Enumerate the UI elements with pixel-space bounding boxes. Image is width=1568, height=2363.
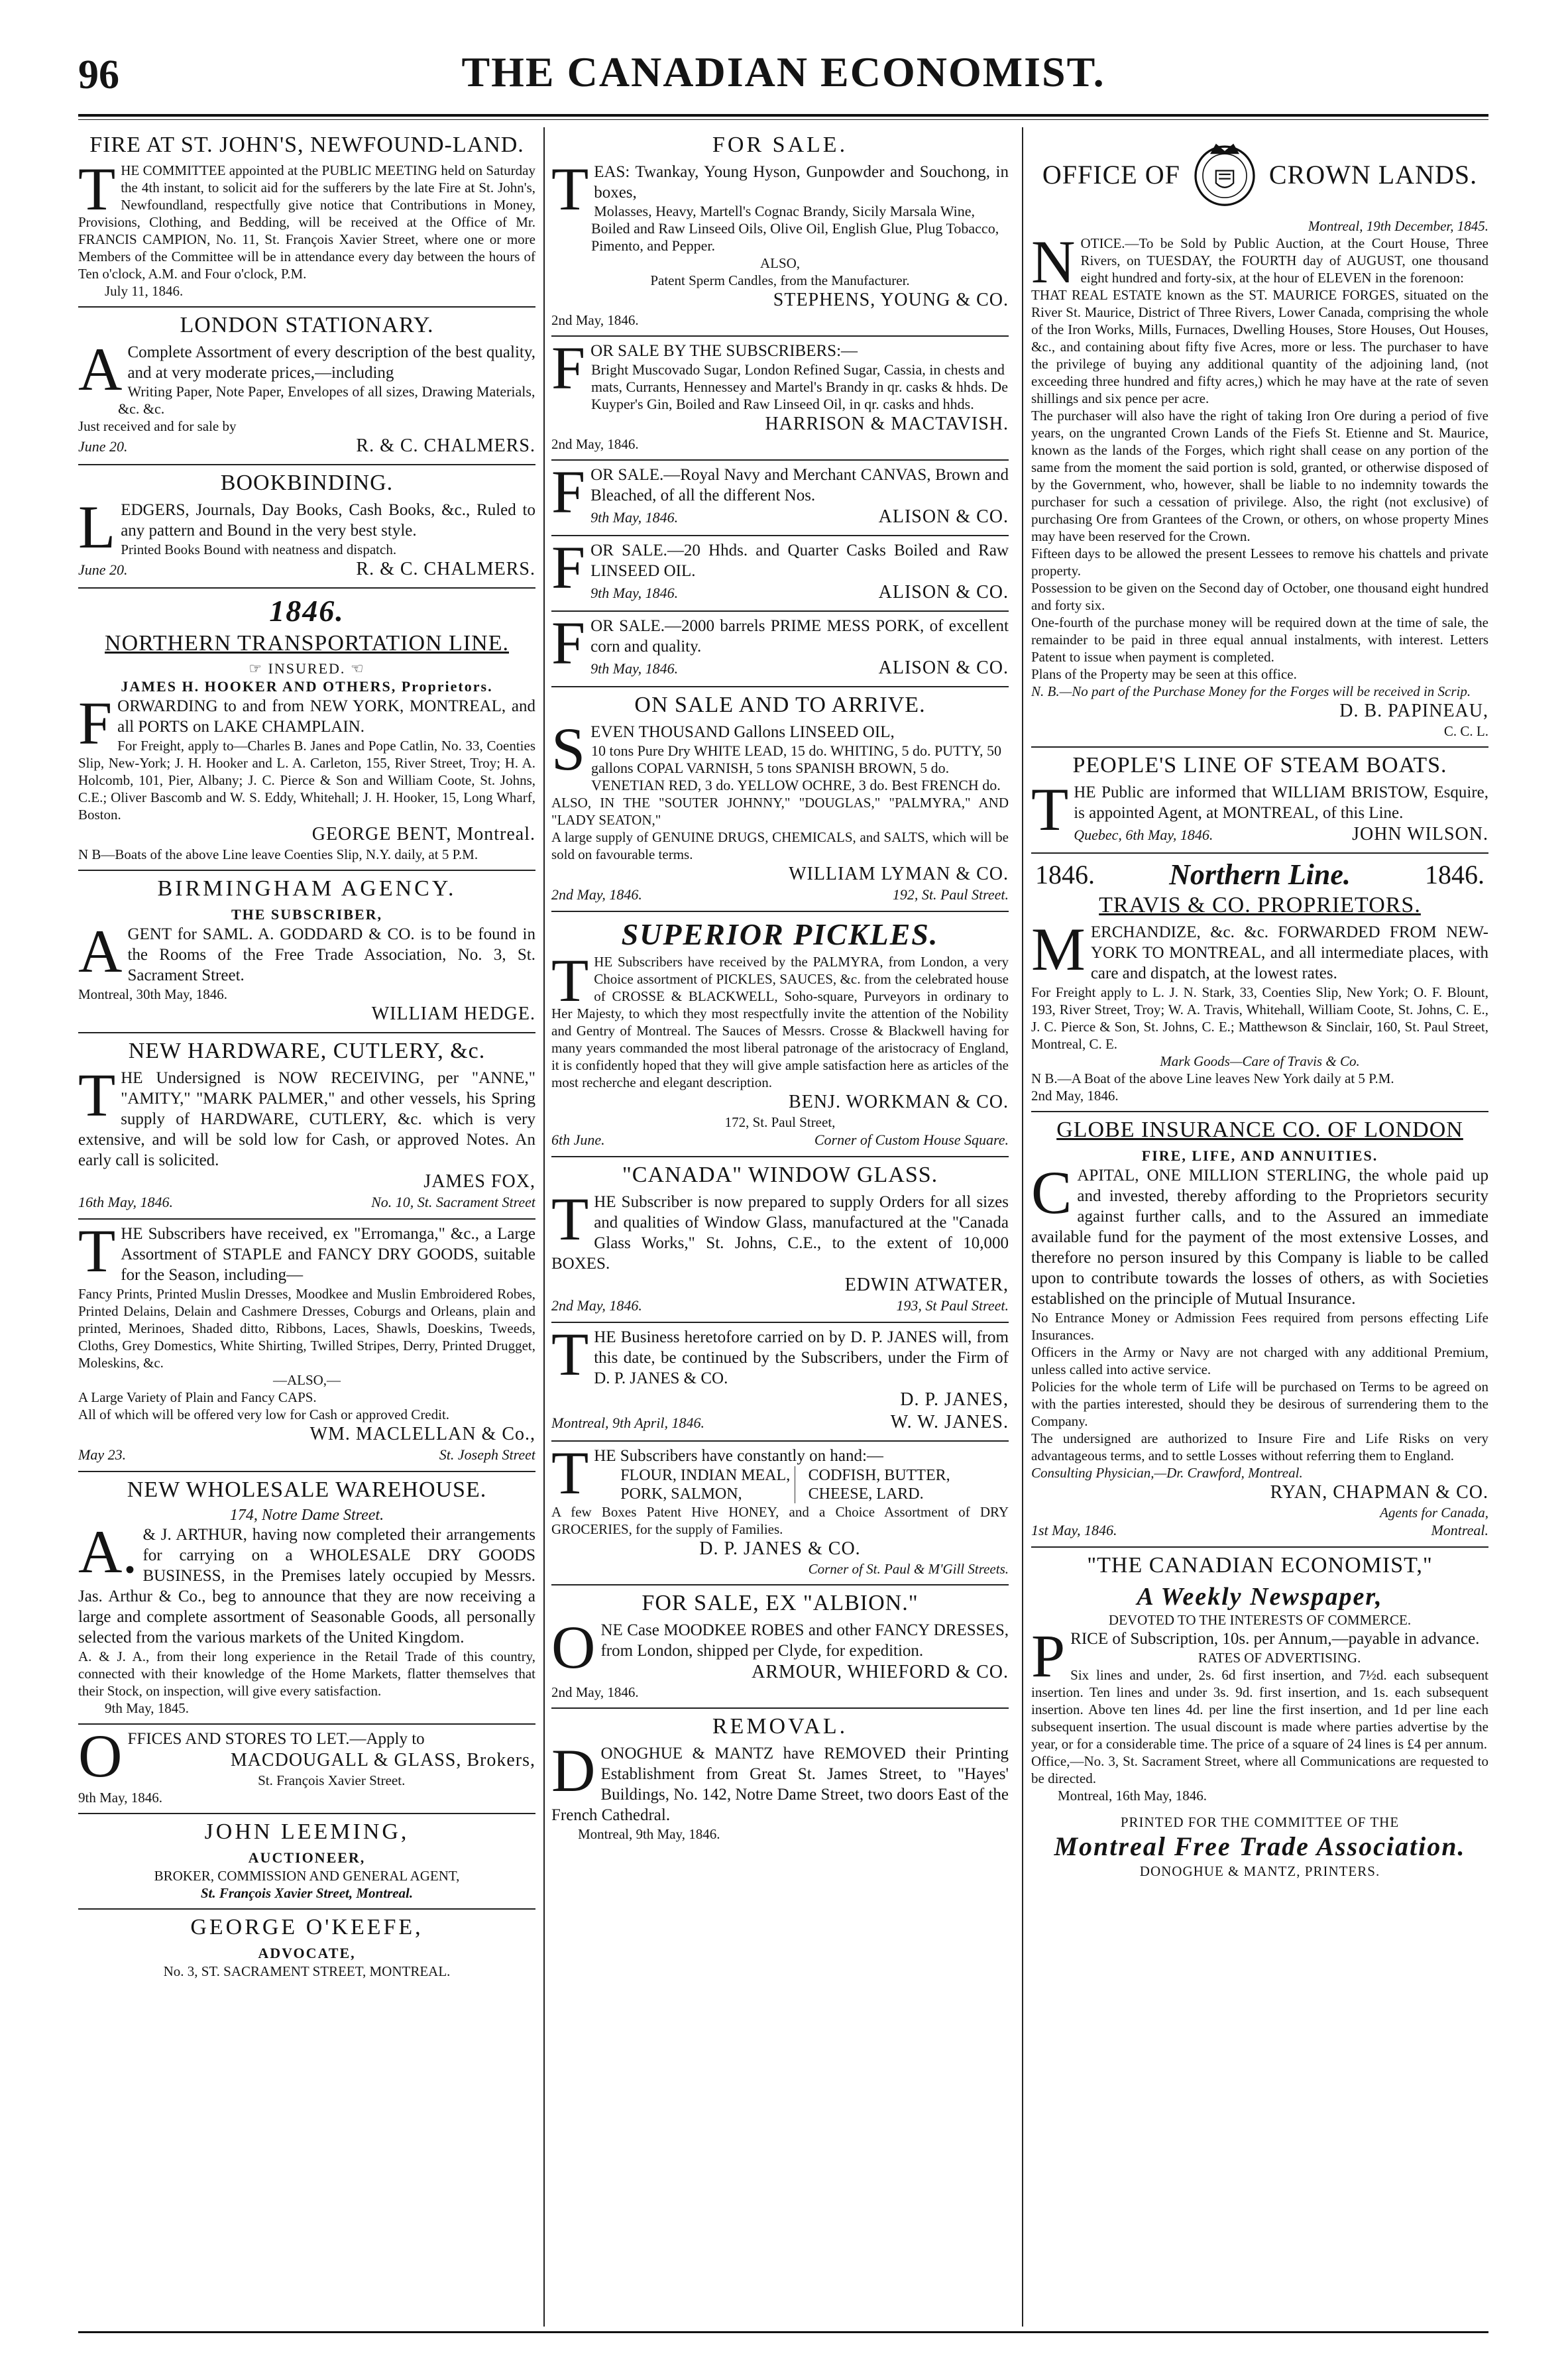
ad-okeefe — [78, 1910, 535, 1987]
ad-crown-lands — [1031, 127, 1488, 748]
ad-body3: Officers in the Army or Navy are not charged with any additional Premium, unless called into active service. — [1031, 1344, 1488, 1377]
column-1 — [78, 127, 535, 2327]
ad-items: Bright Muscovado Sugar, London Refined Sugar, Cassia, in chests and mats, Currants, Hennessey and Martel's Brandy in qr. casks & hhds. De Kuyper's Gin, Boiled and Raw Linseed Oil, in qr. casks and hhds. — [591, 361, 1009, 412]
ad-title: TRAVIS & CO. PROPRIETORS. — [1099, 893, 1421, 917]
ad-freight: For Freight, apply to—Charles B. Janes and Pope Catlin, No. 33, Coenties Slip, New-York; J. H. Hooker and L. A. Carleton, 155, River Street, Troy; H. A. Holcomb, 101, Pier, Albany; J. C. Pierce & Son and William Coote, St. Johns, C.E.; Oliver Bascomb and W. S. Eddy, Whitehall; J. H. Hooker, 15, Long Wharf, Boston. — [78, 738, 535, 823]
ad-address2: Corner of Custom House Square. — [814, 1131, 1009, 1148]
ad-date: Montreal, 9th April, 1846. — [551, 1414, 704, 1431]
ad-flour — [551, 1439, 1009, 1585]
ad-albion — [551, 1585, 1009, 1709]
header-rule-thin — [78, 119, 1488, 120]
ad-body: FOR SALE.—2000 barrels PRIME MESS PORK, of excellent corn and quality. — [551, 609, 1009, 677]
ad-date: 1st May, 1846. — [1031, 1522, 1117, 1538]
masthead: THE CANADIAN ECONOMIST. — [461, 48, 1105, 95]
ad-rates-title: RATES OF ADVERTISING. — [1198, 1650, 1361, 1666]
ad-also: ALSO, IN THE "SOUTER JOHNNY," "DOUGLAS," "PALMYRA," AND "LADY SEATON," — [551, 795, 1009, 828]
ad-office: Office,—No. 3, St. Sacrament Street, where all Communications are requested to be directed. — [1031, 1753, 1488, 1786]
ad-title: SUPERIOR PICKLES. — [621, 917, 939, 951]
ad-items: 10 tons Pure Dry WHITE LEAD, 15 do. WHITING, 5 do. PUTTY, 50 gallons COPAL VARNISH, 5 tons SPANISH BROWN, 5 do. VENETIAN RED, 3 do. YELLOW OCHRE, 3 do. Best FRENCH do. — [591, 742, 1001, 793]
ad-year: 1846. — [269, 594, 345, 628]
header-rule — [78, 114, 1488, 117]
ad-product-list — [594, 1466, 1009, 1503]
ad-body: AComplete Assortment of every description of the best quality, and at very moderate prices,—including — [78, 335, 535, 403]
column-rule — [1022, 127, 1023, 2327]
ad-fire — [78, 127, 535, 308]
ad-address: 172, St. Paul Street, — [724, 1114, 836, 1130]
ad-caps: A Large Variety of Plain and Fancy CAPS. — [78, 1389, 317, 1405]
ad-signer: R. & C. CHALMERS. — [356, 559, 535, 579]
ad-body2: A few Boxes Patent Hive HONEY, and a Choice Assortment of DRY GROCERIES, for the supply of Families. — [551, 1504, 1009, 1537]
ad-globe-insurance — [1031, 1112, 1488, 1548]
ad-date: 2nd May, 1846. — [551, 312, 639, 328]
ad-signer: ALISON & CO. — [878, 506, 1009, 527]
ad-freight: For Freight apply to L. J. N. Stark, 33, Coenties Slip, New York; O. F. Blount, 193, River Street, Troy; W. A. Travis, Whitehall, William Coote, St. Johns, C. E., J. C. Pierce & Son, St. Johns, C. E.; Matthewson & Sinclair, 160, St. Paul Street, Montreal, C. E. — [1031, 984, 1488, 1052]
ad-desc: BROKER, COMMISSION AND GENERAL AGENT, — [154, 1868, 460, 1884]
ad-address: No. 10, St. Sacrament Street — [371, 1194, 535, 1210]
ad-line-name: Northern Line. — [1169, 858, 1351, 891]
ad-signer: JAMES FOX, — [423, 1171, 535, 1192]
ad-hardware — [78, 1033, 535, 1220]
newspaper-page — [78, 40, 1488, 2333]
ad-body: LEDGERS, Journals, Day Books, Cash Books, &c., Ruled to any pattern and Bound in the very best style. — [78, 493, 535, 561]
ad-rates: Six lines and under, 2s. 6d first insertion, and 7½d. each subsequent insertion. Ten lines and under 3s. 9d. first insertion, and 1s. each subsequent insertion. Above ten lines 4d. per line the first insertion, and 1d per line each subsequent insertion. The usual discount is made where parties advertise by the year, or for a considerable time. The price of a square of 24 lines is £4 per annum. — [1031, 1667, 1488, 1752]
ad-body5: Possession to be given on the Second day of October, one thousand eight hundred and forty six. — [1031, 580, 1488, 613]
ad-date: May 23. — [78, 1446, 127, 1463]
ad-signer: ALISON & CO. — [878, 658, 1009, 678]
ad-heading-row — [1031, 858, 1488, 892]
ad-body2: No Entrance Money or Admission Fees required from persons effecting Life Insurances. — [1031, 1310, 1488, 1343]
ad-date: 16th May, 1846. — [78, 1194, 173, 1210]
ad-items: Molasses, Heavy, Martell's Cognac Brandy, Sicily Marsala Wine, Boiled and Raw Linseed Oils, Olive Oil, English Glue, Plug Tobacco, Pimento, and Pepper. — [591, 203, 999, 254]
ad-body: THE Subscribers have received by the PALMYRA, from London, a very Choice assortment of PICKLES, SAUCES, &c. from the celebrated house of CROSSE & BLACKWELL, Soho-square, Purveyors in ordinary to Her Majesty, to which they most respectfully invite the attention of the Nobility and Gentry of Montreal. The Sauces of Messrs. Crosse & Blackwell having for many years commanded the most liberal patronage of the aristocracy of England, it is confidently hoped that they will give ample satisfaction here as articles of the most recherche and elegant description. — [551, 947, 1009, 1090]
ad-year-left: 1846. — [1035, 860, 1095, 890]
column-2 — [551, 127, 1009, 2327]
ad-body: THE Subscribers have constantly on hand:— — [551, 1439, 883, 1507]
ad-bookbinding — [78, 465, 535, 589]
ad-sub: FIRE, LIFE, AND ANNUITIES. — [1141, 1147, 1378, 1164]
ad-date: 6th June. — [551, 1131, 605, 1148]
ad-signer: BENJ. WORKMAN & CO. — [789, 1092, 1009, 1112]
ad-title: PEOPLE'S LINE OF STEAM BOATS. — [1072, 753, 1447, 778]
ad-removal — [551, 1709, 1009, 1849]
ad-signer: EDWIN ATWATER, — [844, 1275, 1009, 1295]
ad-body: THE Undersigned is NOW RECEIVING, per "ANNE," "AMITY," "MARK PALMER," and other vessels, his Spring supply of HARDWARE, CUTLERY, &c. which is very extensive, and will be sold low for Cash, or approved Notes. An early call is solicited. — [78, 1061, 535, 1169]
ad-address: Montreal. — [1431, 1522, 1488, 1538]
ad-address: Corner of St. Paul & M'Gill Streets. — [808, 1561, 1009, 1577]
ad-date: June 20. — [78, 438, 128, 455]
ad-signer: D. P. JANES, — [900, 1389, 1009, 1410]
ad-body7: Plans of the Property may be seen at this office. — [1031, 666, 1297, 682]
ad-signer: WILLIAM LYMAN & CO. — [789, 864, 1009, 884]
crown-heading — [1031, 138, 1488, 211]
ad-signer: RYAN, CHAPMAN & CO. — [1270, 1482, 1488, 1503]
ad-date: 9th May, 1846. — [590, 509, 679, 526]
ad-insured: ☞ INSURED. ☜ — [249, 660, 365, 677]
ad-body: MERCHANDIZE, &c. &c. FORWARDED FROM NEW-YORK TO MONTREAL, and all intermediate places, with care and dispatch, at the lowest rates. — [1031, 915, 1488, 983]
ad-year-right: 1846. — [1424, 860, 1484, 890]
ad-list-right: CODFISH, BUTTER, CHEESE, LARD. — [795, 1466, 982, 1503]
ad-address: St. François Xavier Street. — [258, 1772, 406, 1788]
column-rule — [543, 127, 545, 2327]
ad-association: Montreal Free Trade Association. — [1054, 1831, 1466, 1861]
ad-address: No. 3, ST. SACRAMENT STREET, MONTREAL. — [163, 1963, 451, 1979]
ad-agents: Agents for Canada, — [1380, 1505, 1488, 1521]
ad-body2: A large supply of GENUINE DRUGS, CHEMICALS, and SALTS, which will be sold on favourable terms. — [551, 829, 1009, 862]
ad-body5: The undersigned are authorized to Insure Fire and Life Risks on very advantageous terms, and to settle Losses without referring them to England. — [1031, 1430, 1488, 1464]
ad-signer: R. & C. CHALMERS. — [356, 435, 535, 456]
ad-body: FOR SALE.—Royal Navy and Merchant CANVAS, Brown and Bleached, of all the different Nos. — [551, 458, 1009, 526]
ad-signer: W. W. JANES. — [890, 1412, 1009, 1432]
ad-signer: GEORGE BENT, Montreal. — [311, 824, 535, 844]
ad-title: LONDON STATIONARY. — [180, 313, 434, 337]
ad-body4: Policies for the whole term of Life will be purchased on Terms to be agreed on with the parties interested, should they be desirous of surrendering them to the Company. — [1031, 1379, 1488, 1429]
ad-body: FOR SALE.—20 Hhds. and Quarter Casks Boiled and Raw LINSEED OIL. — [551, 534, 1009, 601]
ad-signer: JOHN WILSON. — [1352, 824, 1488, 844]
ad-body: OFFICES AND STORES TO LET.—Apply to — [78, 1722, 425, 1790]
ad-body: THE Subscriber is now prepared to supply Orders for all sizes and qualities of Window Glass, manufactured at the "Canada Glass Works," St. Johns, C.E., to the extent of 10,000 BOXES. — [551, 1185, 1009, 1273]
ad-body: THE Business heretofore carried on by D. P. JANES will, from this date, be continued by the Subscribers, under the Firm of D. P. JANES & CO. — [551, 1320, 1009, 1388]
ad-body: ONE Case MOODKEE ROBES and other FANCY DRESSES, from London, shipped per Clyde, for expedition. — [551, 1613, 1009, 1681]
ad-body2: THAT REAL ESTATE known as the ST. MAURICE FORGES, situated on the River St. Maurice, District of Three Rivers, Lower Canada, comprising the whole of the Iron Works, Mills, Furnaces, Dwelling Houses, Store Houses, Out Houses, &c., and containing about fifty five Acres, more or less. The purchaser to have the privilege of buying any additional quantity of the adjoining land, (not exceeding three hundred and fifty acres,) which he may have at the rate of seven shillings and six pence per acre. — [1031, 287, 1488, 406]
ad-also: ALSO, — [759, 255, 801, 271]
ad-signer: ALISON & CO. — [878, 582, 1009, 603]
ad-stationary — [78, 308, 535, 465]
ad-address: 192, St. Paul Street. — [892, 886, 1009, 903]
ad-date: 9th May, 1846. — [590, 660, 679, 677]
ad-date: Montreal, 30th May, 1846. — [78, 986, 227, 1002]
ad-address: St. François Xavier Street, Montreal. — [200, 1885, 414, 1901]
ad-subscribers — [551, 334, 1009, 461]
ad-body: SEVEN THOUSAND Gallons LINSEED OIL, — [551, 715, 895, 783]
ad-printers: DONOGHUE & MANTZ, PRINTERS. — [1139, 1863, 1380, 1879]
ad-title: NORTHERN TRANSPORTATION LINE. — [105, 631, 509, 656]
ad-signer: WILLIAM HEDGE. — [371, 1004, 535, 1024]
ad-title: "CANADA" WINDOW GLASS. — [622, 1163, 938, 1187]
footer-rule — [78, 2331, 1488, 2333]
ad-date: 9th May, 1845. — [105, 1700, 189, 1716]
ad-body: FOR SALE BY THE SUBSCRIBERS:— — [551, 334, 858, 402]
ad-body: THE COMMITTEE appointed at the PUBLIC MEETING held on Saturday the 4th instant, to solicit aid for the sufferers by the late Fire at St. John's, Newfoundland, respectfully give notice that Contributions in Money, Provisions, Clothing, and Bedding, will be received at the Office of Mr. FRANCIS CAMPION, No. 11, St. François Xavier Street, where one or more Members of the Committee will be in attendance every day between the hours of Ten o'clock, A.M. and Four o'clock, P.M. — [78, 155, 535, 282]
ad-title: FOR SALE. — [712, 133, 848, 157]
ad-role: ADVOCATE, — [258, 1945, 356, 1961]
column-3 — [1031, 127, 1488, 2327]
ad-body: TEAS: Twankay, Young Hyson, Gunpowder and Souchong, in boxes, — [551, 155, 1009, 223]
ad-title: BIRMINGHAM AGENCY. — [157, 876, 457, 901]
ad-body4: Fifteen days to be allowed the present Lessees to remove his chattels and private property. — [1031, 546, 1488, 579]
ad-dry-goods — [78, 1217, 535, 1472]
ad-body: CAPITAL, ONE MILLION STERLING, the whole paid up and invested, thereby affording to the Proprietors security against further calls, and to the Assured an immediate available fund for the payment of the most extensive Losses, and therefore no person insured by this Company is liable to be called upon to contribute towards the losses of others, as with Societies established on the principle of Mutual Insurance. — [1031, 1159, 1488, 1308]
ad-body: NOTICE.—To be Sold by Public Auction, at the Court House, Three Rivers, on TUESDAY, the FOURTH day of AUGUST, one thousand eight hundred and forty-six, at the hour of ELEVEN in the forenoon: — [1031, 228, 1488, 296]
ad-signer: D. P. JANES & CO. — [699, 1538, 861, 1559]
ad-body: THE Public are informed that WILLIAM BRISTOW, Esquire, is appointed Agent, at MONTREAL, of this Line. — [1031, 776, 1488, 843]
ad-price: PRICE of Subscription, 10s. per Annum,—payable in advance. — [1031, 1622, 1480, 1690]
ad-date: Montreal, 16th May, 1846. — [1058, 1788, 1207, 1804]
ad-signer: D. B. PAPINEAU, — [1339, 701, 1488, 721]
ad-body: THE Subscribers have received, ex "Erromanga," &c., a Large Assortment of STAPLE and FANCY DRY GOODS, suitable for the Season, including— — [78, 1217, 535, 1285]
ad-date: 9th May, 1846. — [78, 1790, 162, 1806]
ad-title: REMOVAL. — [712, 1714, 848, 1739]
royal-crest-icon — [1188, 138, 1261, 211]
ad-body: AGENT for SAML. A. GODDARD & CO. is to be found in the Rooms of the Free Trade Association, No. 3, St. Sacrament Street. — [78, 917, 535, 985]
crown-right: CROWN LANDS. — [1268, 159, 1478, 190]
ad-date: 9th May, 1846. — [590, 585, 679, 601]
ad-note: N. B.—No part of the Purchase Money for the Forges will be received in Scrip. — [1031, 683, 1471, 699]
ad-address: 193, St Paul Street. — [896, 1297, 1009, 1314]
ad-date: June 20. — [78, 561, 128, 578]
ad-title: NEW WHOLESALE WAREHOUSE. — [127, 1477, 487, 1502]
page-header — [78, 40, 1488, 113]
ad-items: Writing Paper, Note Paper, Envelopes of all sizes, Drawing Materials, &c. &c. — [118, 383, 535, 417]
ad-body: DONOGHUE & MANTZ have REMOVED their Printing Establishment from Great St. James Street, to "Hayes' Buildings, No. 142, Notre Dame Street, two doors East of the French Cathedral. — [551, 1737, 1009, 1824]
ad-consulting: Consulting Physician,—Dr. Crawford, Montreal. — [1031, 1465, 1303, 1481]
ad-offices — [78, 1722, 535, 1814]
ad-title: FOR SALE, EX "ALBION." — [642, 1591, 919, 1615]
ad-title: FIRE AT ST. JOHN'S, NEWFOUND-LAND. — [89, 133, 524, 157]
ad-signer: HARRISON & MACTAVISH. — [765, 414, 1009, 434]
ad-printed: PRINTED FOR THE COMMITTEE OF THE — [1120, 1814, 1400, 1830]
ad-linseed — [551, 536, 1009, 612]
ad-title: GLOBE INSURANCE CO. OF LONDON — [1056, 1118, 1463, 1142]
ad-arrive — [551, 687, 1009, 912]
ad-date: Montreal, 9th May, 1846. — [578, 1826, 720, 1842]
ad-northern-transportation — [78, 589, 535, 871]
ad-title: NEW HARDWARE, CUTLERY, &c. — [128, 1039, 486, 1063]
ad-signer: MACDOUGALL & GLASS, Brokers, — [230, 1750, 535, 1770]
ad-window-glass — [551, 1157, 1009, 1323]
ad-items: Fancy Prints, Printed Muslin Dresses, Moodkee and Muslin Embroidered Robes, Printed Delains, Delain and Cashmere Dresses, Coburgs and Orleans, plain and printed, Merinoes, Shaded ditto, Ribbons, Laces, Shawls, Doeskins, Tweeds, Cloths, Grey Domestics, White Shirting, Twilled Stripes, Derry, Printed Drugget, Moleskins, &c. — [78, 1286, 535, 1371]
page-number: 96 — [78, 52, 119, 97]
ad-note: N B—Boats of the above Line leave Coenties Slip, N.Y. daily, at 5 P.M. — [78, 846, 478, 862]
ad-title: BOOKBINDING. — [220, 471, 394, 495]
ad-sub: THE SUBSCRIBER, — [231, 906, 383, 923]
ad-date: 2nd May, 1846. — [551, 436, 639, 452]
ad-devoted: DEVOTED TO THE INTERESTS OF COMMERCE. — [1108, 1612, 1412, 1628]
ad-body: A.& J. ARTHUR, having now completed their arrangements for carrying on a WHOLESALE DRY GOODS BUSINESS, in the Premises lately occupied by Messrs. Jas. Arthur & Co., beg to announce that they are now receiving a large and complete assortment of Seasonable Goods, all personally selected from the various markets of the United Kingdom. — [78, 1518, 535, 1646]
ad-janes — [551, 1320, 1009, 1442]
ad-pork — [551, 609, 1009, 687]
ad-for-sale-teas — [551, 127, 1009, 337]
ad-role: AUCTIONEER, — [248, 1849, 366, 1866]
ad-body2: A. & J. A., from their long experience in the Retail Trade of this country, connected with their knowledge of the Home Markets, flatter themselves that their Stock, on inspection, will give every satisfaction. — [78, 1648, 535, 1699]
ad-date: Quebec, 6th May, 1846. — [1074, 827, 1213, 843]
ad-note: N B.—A Boat of the above Line leaves New York daily at 5 P.M. — [1031, 1070, 1394, 1086]
ad-date: 2nd May, 1846. — [551, 1297, 642, 1314]
ad-note: All of which will be offered very low for Cash or approved Credit. — [78, 1407, 450, 1422]
ad-dateline: Montreal, 19th December, 1845. — [1308, 218, 1488, 234]
ad-date: July 11, 1846. — [105, 283, 184, 299]
ad-blackletter: A Weekly Newspaper, — [1137, 1583, 1383, 1611]
ad-list-left: FLOUR, INDIAN MEAL, PORK, SALMON, — [620, 1467, 791, 1503]
ad-birmingham — [78, 871, 535, 1033]
ad-signer: WM. MACLELLAN & Co., — [309, 1424, 535, 1444]
ad-name: GEORGE O'KEEFE, — [190, 1915, 423, 1939]
ad-title: "THE CANADIAN ECONOMIST," — [1087, 1553, 1433, 1578]
ad-body6: One-fourth of the purchase money will be required down at the time of sale, the remainder to be paid in three equal annual instalments, with interest. Letters Patent to issue when payment is completed. — [1031, 614, 1488, 665]
ad-date: 2nd May, 1846. — [551, 886, 642, 903]
ad-sub: 174, Notre Dame Street. — [229, 1507, 384, 1524]
ad-title: ON SALE AND TO ARRIVE. — [634, 693, 926, 717]
ad-note: Printed Books Bound with neatness and dispatch. — [121, 542, 397, 557]
crown-left: OFFICE OF — [1042, 159, 1180, 190]
ad-signer: ARMOUR, WHIEFORD & CO. — [752, 1662, 1009, 1682]
ad-signer-title: C. C. L. — [1443, 723, 1488, 739]
ad-leeming — [78, 1814, 535, 1910]
ad-body3: The purchaser will also have the right of taking Iron Ore during a period of five years, on the ungranted Crown Lands of the Fiefs St. Etienne and St. Maurice, known as the lands of the Forges, which right shall cease on any portion of the same from the moment the said portion is sold, granted, or otherwise disposed of by the Government, who, however, shall be liable to no indemnity towards the purchaser for such a cessation of privilege. Also, the right (not exclusive) of purchasing Ore from Grantees of the Crown, or others, on whose property Mines may have been reserved for the Crown. — [1031, 408, 1488, 544]
ad-steam-boats — [1031, 748, 1488, 854]
ad-italic: Mark Goods—Care of Travis & Co. — [1160, 1053, 1360, 1069]
ad-northern-line — [1031, 854, 1488, 1112]
ad-note: Just received and for sale by — [78, 418, 237, 434]
ad-canvas — [551, 458, 1009, 536]
ad-pickles — [551, 912, 1009, 1157]
ad-signer: STEPHENS, YOUNG & CO. — [773, 290, 1009, 310]
ad-also-text: Patent Sperm Candles, from the Manufacturer. — [650, 272, 910, 288]
ad-body: FORWARDING to and from NEW YORK, MONTREAL, and all PORTS on LAKE CHAMPLAIN. — [78, 689, 535, 757]
ad-proprietors: JAMES H. HOOKER AND OTHERS, Proprietors. — [121, 678, 493, 695]
ad-date: 2nd May, 1846. — [551, 1684, 639, 1700]
ad-wholesale — [78, 1472, 535, 1725]
ad-name: JOHN LEEMING, — [204, 1819, 410, 1844]
ad-economist — [1031, 1548, 1488, 1886]
ad-date: 2nd May, 1846. — [1031, 1088, 1119, 1104]
ad-address: St. Joseph Street — [439, 1446, 535, 1463]
ad-also: —ALSO,— — [272, 1372, 341, 1388]
